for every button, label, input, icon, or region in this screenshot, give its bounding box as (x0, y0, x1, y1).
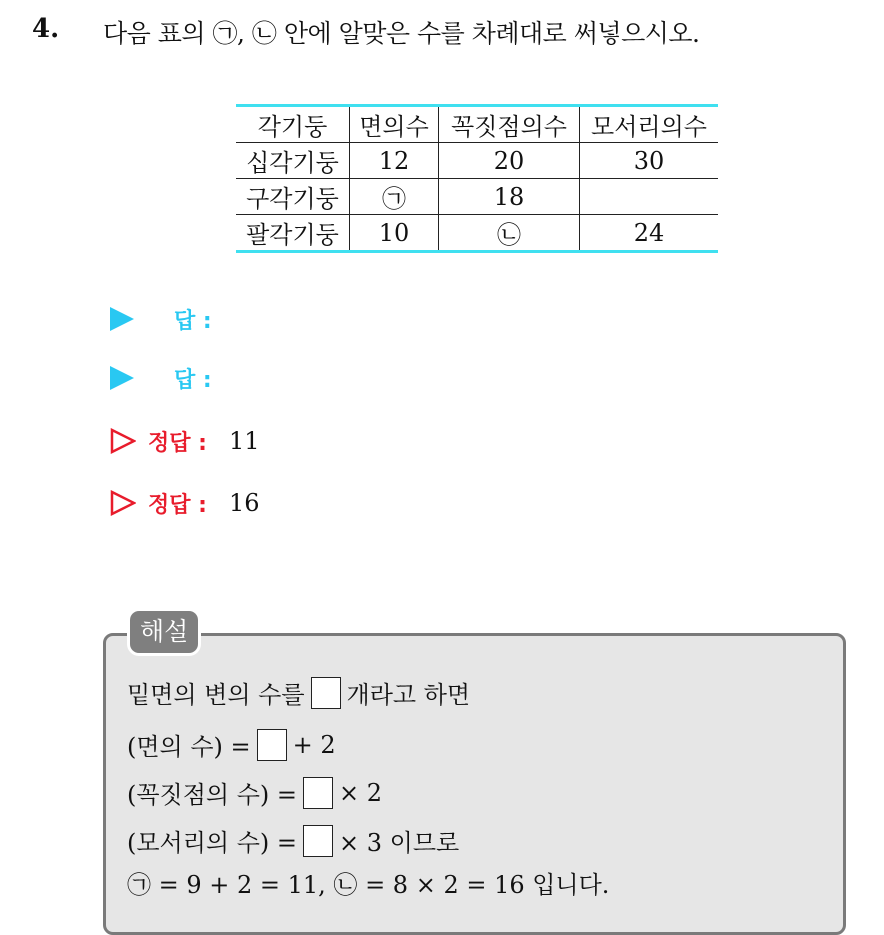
table-cell: 20 (439, 143, 580, 179)
table-cell: 24 (580, 215, 719, 252)
table-header: 모서리의수 (580, 106, 719, 143)
explanation-line-2 (127, 727, 336, 762)
table-cell: 18 (439, 179, 580, 215)
table-row (236, 215, 718, 252)
explanation-text: × 2 (339, 778, 383, 807)
play-triangle-icon (110, 307, 134, 331)
explanation-tag: 해설 (130, 611, 198, 653)
answer-label: 답 : (174, 308, 212, 334)
table-cell: ㉡ (439, 215, 580, 252)
table-row (236, 179, 718, 215)
table-header-row (236, 106, 718, 143)
table-header: 각기둥 (236, 106, 350, 143)
question-number: 4. (32, 14, 60, 44)
explanation-line-4 (127, 823, 459, 858)
blank-box (303, 825, 333, 857)
table-cell: 12 (350, 143, 439, 179)
correct-answer-row-1 (110, 424, 260, 458)
outline-triangle-icon (110, 490, 136, 516)
explanation-text: (모서리의 수) = (127, 829, 298, 857)
explanation-text: × 3 이므로 (339, 829, 460, 857)
question-text: 다음 표의 ㉠, ㉡ 안에 알맞은 수를 차례대로 써넣으시오. (103, 19, 700, 48)
prism-table (236, 104, 718, 253)
explanation-text: ㉠ = 9 + 2 = 11, ㉡ = 8 × 2 = 16 입니다. (127, 871, 610, 899)
correct-answer-label: 정답 : (148, 430, 207, 456)
answer-row-1[interactable] (110, 302, 212, 336)
table-cell: 팔각기둥 (236, 215, 350, 252)
explanation-text: 개라고 하면 (346, 681, 471, 709)
correct-answer-value: 11 (228, 427, 260, 455)
explanation-line-1 (127, 675, 470, 710)
explanation-line-5 (127, 865, 609, 900)
explanation-text: (면의 수) = (127, 733, 251, 761)
table-header: 면의수 (350, 106, 439, 143)
table-cell: 구각기둥 (236, 179, 350, 215)
table-header: 꼭짓점의수 (439, 106, 580, 143)
explanation-line-3 (127, 775, 382, 810)
correct-answer-row-2 (110, 486, 260, 520)
play-triangle-icon (110, 366, 134, 390)
blank-box (257, 729, 287, 761)
explanation-text: + 2 (292, 730, 336, 759)
explanation-text: (꼭짓점의 수) = (127, 781, 298, 809)
blank-box (311, 677, 341, 709)
table-cell (580, 179, 719, 215)
blank-box (303, 777, 333, 809)
answer-label: 답 : (174, 367, 212, 393)
answer-row-2[interactable] (110, 361, 212, 395)
table-cell: 30 (580, 143, 719, 179)
explanation-text: 밑면의 변의 수를 (127, 681, 305, 709)
correct-answer-value: 16 (228, 489, 260, 517)
table-cell: 십각기둥 (236, 143, 350, 179)
outline-triangle-icon (110, 428, 136, 454)
table-row (236, 143, 718, 179)
correct-answer-label: 정답 : (148, 492, 207, 518)
table-cell: 10 (350, 215, 439, 252)
table-cell: ㉠ (350, 179, 439, 215)
